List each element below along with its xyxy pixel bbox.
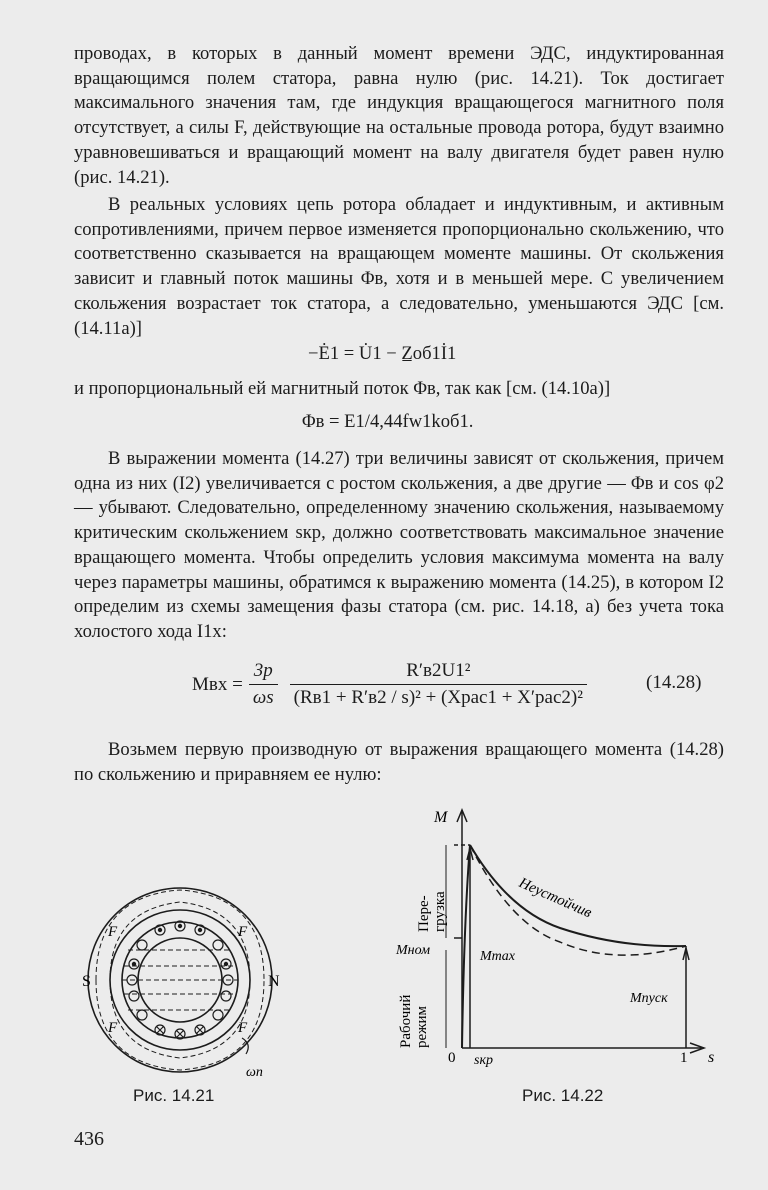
label-f-top-left: F: [108, 924, 118, 940]
equation-number: (14.28): [646, 672, 702, 693]
label-overload-line2: грузка: [432, 891, 448, 932]
paragraph-3-text: и пропорциональный ей магнитный поток Φв, так как [см. (14.10а)]: [74, 378, 611, 399]
label-omega: ωп: [246, 1065, 263, 1080]
equation-torque-num: R′в2U1²: [406, 660, 471, 681]
curve-main: [470, 845, 686, 946]
paragraph-4-text: В выражении момента (14.27) три величины зависят от скольжения, причем одна из них (I2) увеличивается с ростом скольжения, а две другие — Φв и cos φ2 — убывают. Следовательно, определенному значению скольжения, называемому критическим скольжением sкр, должно соответствовать максимальное значение вращающего момента. Чтобы определить условия максимума момента на валу через параметры машины, обратимся к выражению момента (14.25), в котором I2 определим из схемы замещения фазы статора (см. рис. 14.18, а) без учета тока холостого хода I1х:: [74, 448, 724, 642]
tick-1: 1: [680, 1050, 688, 1066]
caption-14-22: Рис. 14.22: [522, 1086, 604, 1105]
equation-torque-coef: [249, 660, 278, 709]
label-f-bottom-left: F: [108, 1020, 118, 1036]
label-f-top-right: F: [238, 924, 248, 940]
equation-torque-coef-den: ωs: [249, 684, 278, 709]
label-working-line2: режим: [414, 1005, 430, 1048]
figure-14-22-torque-curve: [390, 800, 720, 1070]
label-unstable: Неустойчив: [516, 875, 594, 922]
paragraph-4: [74, 447, 724, 645]
axis-label-s: s: [708, 1049, 715, 1066]
paragraph-5: [74, 738, 724, 787]
paragraph-5-text: Возьмем первую производную от выражения вращающего момента (14.28) по скольжению и приравняем ее нулю:: [74, 739, 724, 785]
label-m-max: Mmax: [480, 949, 515, 964]
paragraph-3: [74, 377, 724, 402]
label-m-nom: Mном: [396, 943, 431, 958]
equation-emf: −Ė1 = U̇1 − Z̲об1İ1: [308, 343, 457, 364]
label-overload-line1: Пере-: [416, 895, 432, 932]
tick-skr: sкр: [474, 1053, 493, 1068]
label-s: S: [82, 973, 91, 990]
label-working-line1: Рабочий: [398, 994, 414, 1048]
label-m-pusk: Mпуск: [630, 991, 668, 1006]
caption-14-21: Рис. 14.21: [133, 1086, 215, 1105]
axis-label-m: M: [434, 809, 448, 826]
paragraph-1-text: проводах, в которых в данный момент времени ЭДС, индуктированная вращающимся полем статора, равна нулю (рис. 14.21). Ток достигает максимального значения там, где индукция вращающегося магнитного поля отсутствует, а силы F, действующие на остальные провода ротора, будут взаимно уравновешиваться и вращающий момент на валу двигателя будет равен нулю (рис. 14.21).: [74, 43, 724, 188]
curve-rising: [462, 845, 470, 1048]
equation-torque-main: [290, 660, 587, 709]
paragraph-2-text: В реальных условиях цепь ротора обладает и индуктивным, и активным сопротивлениями, причем первое изменяется пропорционально скольжению, что соответственно сказывается на вращающем моменте машины. От скольжения зависит и главный поток машины Φв, хотя и в меньшей мере. С увеличением скольжения возрастает ток статора, а следовательно, уменьшаются ЭДС [см. (14.11а)]: [74, 194, 724, 339]
label-working: [398, 991, 430, 1048]
equation-torque-lhs: Mвх =: [192, 673, 243, 695]
page-number: 436: [74, 1128, 104, 1150]
label-f-bottom-right: F: [238, 1020, 248, 1036]
figure-14-21-motor: [70, 880, 290, 1080]
equation-torque-coef-num: 3p: [253, 660, 273, 681]
label-overload: [416, 891, 448, 932]
equation-flux: Φв = E1/4,44fw1kоб1.: [302, 411, 474, 432]
paragraph-1: [74, 42, 724, 190]
equation-torque: [192, 660, 593, 709]
label-n: N: [268, 973, 280, 990]
equation-torque-den: (Rв1 + R′в2 / s)² + (Xрас1 + X′рас2)²: [290, 684, 587, 709]
tick-0: 0: [448, 1050, 456, 1066]
paragraph-2: [74, 193, 724, 341]
